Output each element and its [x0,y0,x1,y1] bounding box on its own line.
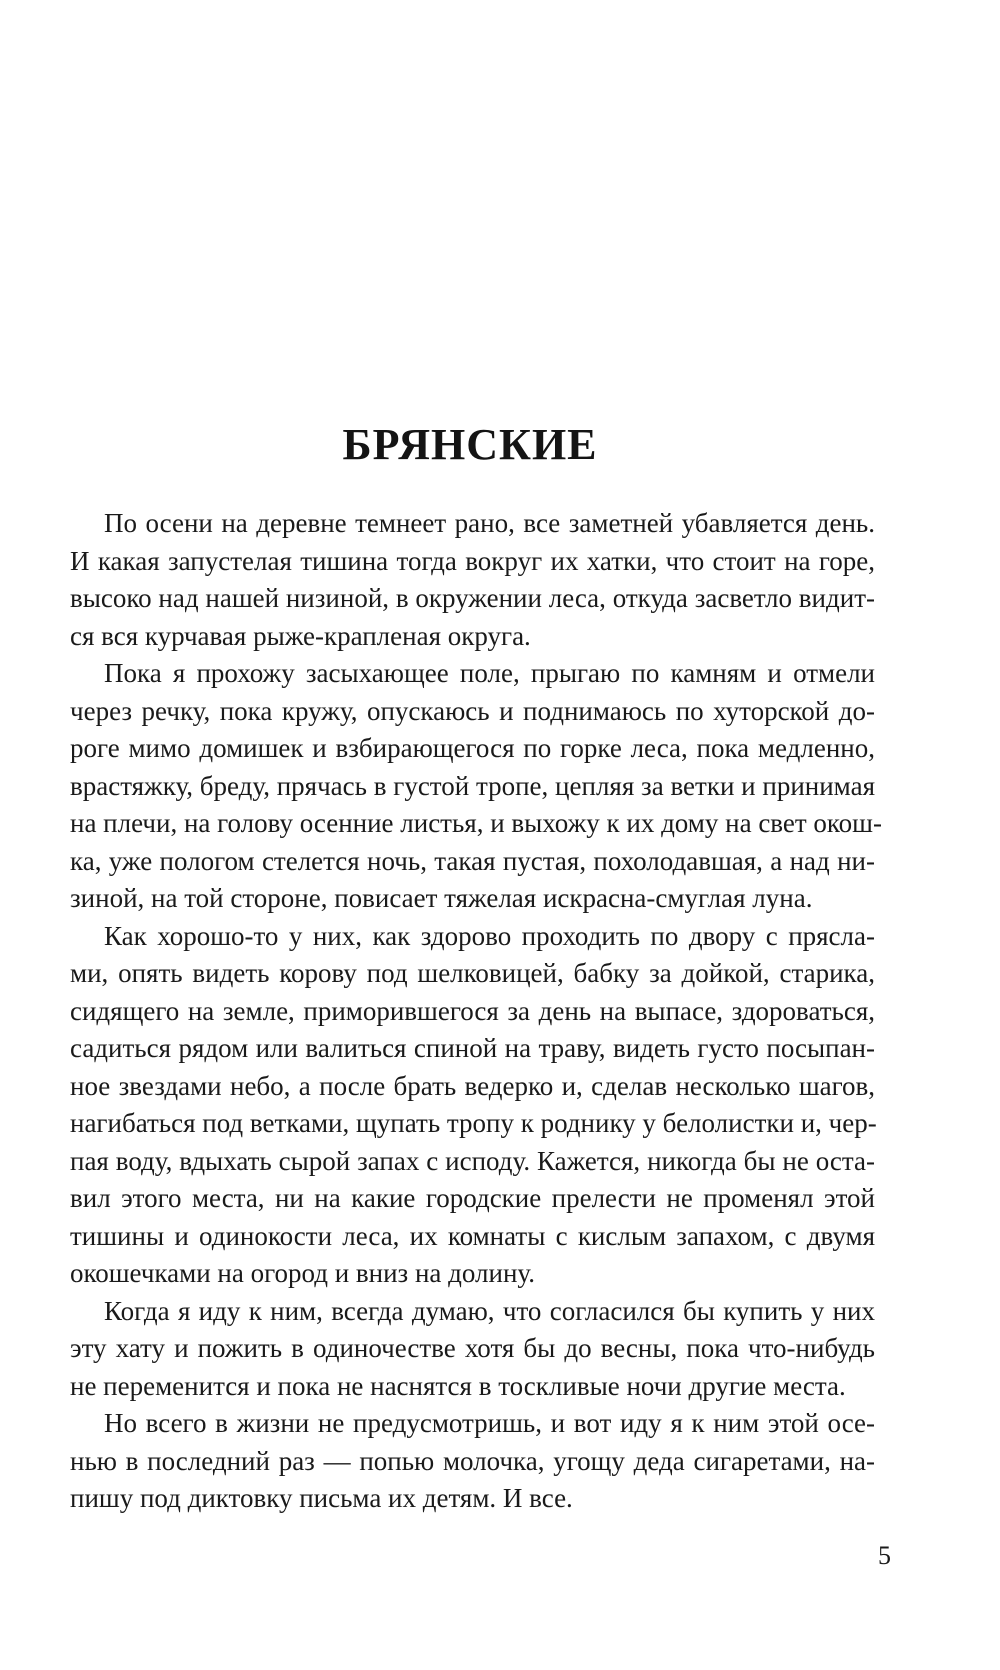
text-line: через речку, пока кружу, опускаюсь и поднимаюсь по хуторской до- [70,695,875,726]
paragraph-3 [70,918,875,1293]
text-line: И какая запустелая тишина тогда вокруг их хатки, что стоит на горе, [70,545,875,576]
paragraph-1 [70,505,875,655]
text-line: ми, опять видеть корову под шелковицей, бабку за дойкой, старика, [70,958,875,988]
text-line: тишины и одинокости леса, их комнаты с кислым запахом, с двумя [70,1220,875,1251]
paragraph-2 [70,655,882,918]
text-line: сидящего на земле, приморившегося за день на выпасе, здороваться, [70,995,875,1026]
text-line: окошечками на огород и вниз на долину. [70,1258,535,1288]
text-line: на плечи, на голову осенние листья, и выхожу к их дому на свет окош- [70,808,882,838]
text-line: не переменится и пока не наснятся в тоскливые ночи другие места. [70,1370,846,1401]
paragraph-5 [70,1405,875,1518]
text-line: пая воду, вдыхать сырой запах с исподу. Кажется, никогда бы не оста- [70,1145,875,1176]
text-line: ся вся курчавая рыже-крапленая округа. [70,620,531,651]
chapter-body [70,505,882,1518]
text-line: роге мимо домишек и взбирающегося по горке леса, пока медленно, [70,733,875,763]
text-line: пишу под диктовку письма их детям. И все. [70,1483,573,1513]
text-line: нагибаться под ветками, щупать тропу к роднику у белолистки и, чер- [70,1108,877,1138]
text-line: высоко над нашей низиной, в окружении леса, откуда засветло видит- [70,583,875,613]
text-line: нью в последний раз — попью молочка, угощу деда сигаретами, на- [70,1445,875,1476]
text-line: эту хату и пожить в одиночестве хотя бы до весны, пока что-нибудь [70,1333,875,1363]
paragraph-4 [70,1293,875,1406]
text-line: врастяжку, бреду, прячась в густой тропе, цепляя за ветки и принимая [70,770,875,801]
text-line: По осени на деревне темнеет рано, все заметней убавляется день. [104,508,875,538]
text-line: ка, уже пологом стелется ночь, такая пустая, похолодавшая, а над ни- [70,845,875,876]
chapter-title: БРЯНСКИЕ [342,420,598,469]
text-line: Когда я иду к ним, всегда думаю, что согласился бы купить у них [104,1295,875,1326]
text-line: вил этого места, ни на какие городские прелести не променял этой [70,1183,875,1213]
page-number: 5 [878,1541,891,1570]
text-line: зиной, на той стороне, повисает тяжелая искрасна-смуглая луна. [70,883,813,913]
text-line: Как хорошо-то у них, как здорово проходить по двору с прясла- [104,920,875,951]
text-line: Но всего в жизни не предусмотришь, и вот иду я к ним этой осе- [104,1408,875,1438]
text-line: садиться рядом или валиться спиной на траву, видеть густо посыпан- [70,1033,875,1063]
text-line: Пока я прохожу засыхающее поле, прыгаю по камням и отмели [104,658,875,688]
text-line: ное звездами небо, а после брать ведерко и, сделав несколько шагов, [70,1070,875,1101]
